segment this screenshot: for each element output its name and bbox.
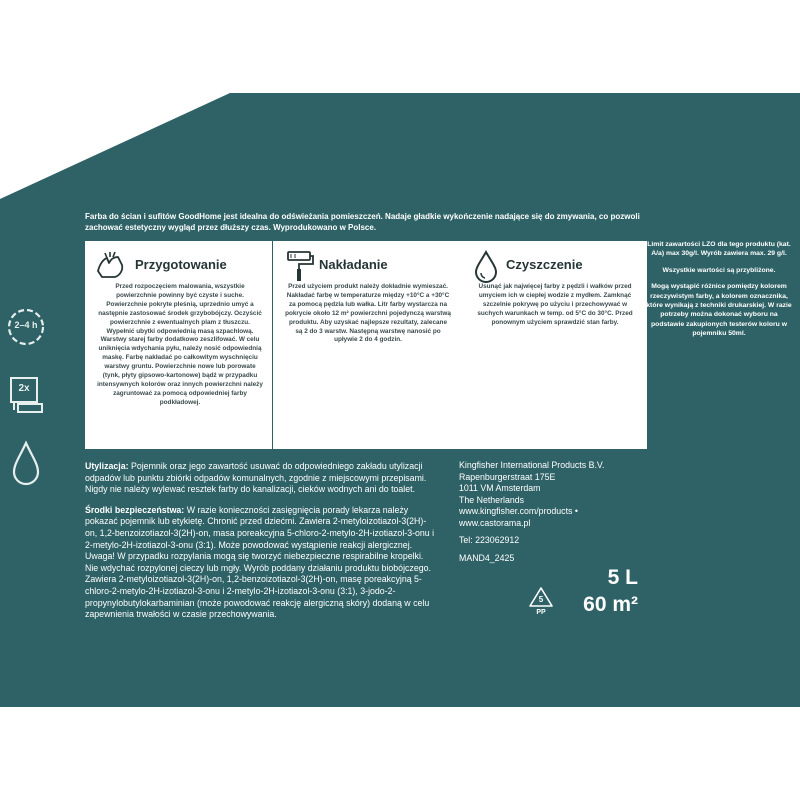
color-info: Mogą wystąpić różnice pomiędzy kolorem rzeczywistym farby, a kolorem oznacznika, które wynikają z techniki drukarskiej. W razie potrzeby można dokonać wyboru na podstawie zakupionych testerów koloru w pojemniku 50ml. xyxy=(646,283,792,338)
company-info xyxy=(459,460,639,564)
card-text: Przed użyciem produkt należy dokładnie wymieszać. Nakładać farbę w temperaturze między +10°C a +30°C za pomocą pędzla lub wałka. Litr farby wystarcza na pokrycie około 12 m² powierzchni pojedynczą warstwą produktu. Aby uzyskać najlepsze rezultaty, zalecane są 2 do 3 warstw. Następną warstwę nanosić po upływie 2 do 4 godzin. xyxy=(285,283,451,344)
intro-text: Farba do ścian i sufitów GoodHome jest idealna do odświeżania pomieszczeń. Nadaje gładkie wykończenie nadające się do zmywania, co pozwoli zachować estetyczny wygląd przez dłuższy czas. Wyprodukowano w Polsce. xyxy=(85,212,640,232)
coats-icon xyxy=(8,375,46,415)
hand-cloth-icon xyxy=(94,249,128,283)
company-web2: www.castorama.pl xyxy=(459,517,531,528)
right-info xyxy=(644,240,794,346)
card-title: Nakładanie xyxy=(319,257,388,272)
card-application xyxy=(273,241,460,449)
drying-time-label: 2–4 h xyxy=(14,320,38,330)
drop-icon xyxy=(11,440,41,488)
paint-roller-icon xyxy=(282,249,316,283)
safety-paragraph: Środki bezpieczeństwa: W razie konieczności zasięgnięcia porady lekarza należy pokazać pojemnik lub etykietę. Chronić przed dziećmi. Zawiera 2-metyloizotiazol-3(2H)-on, 1,2-benzoizotiazol-3(2H)-on, masa poreakcyjna 5-chloro-2-metylo-2H-izotiazol-3-onu i 2-metylo-2H-izotiazol-3-onu (3:1). Może powodować wystąpienie reakcji alergicznej. Uwaga! W przypadku rozpylania mogą się tworzyć niebezpieczne respirabilne kropelki. Nie wdychać rozpylonej cieczy lub mgły. Wyrób poddany działaniu produktu biobójczego. Zawiera 2-metyloizotiazol-3(2H)-on, 1,2-benzoizotiazol-3(2H)-on, masę poreakcyjną 5-chloro-2-metylo-2H-izotiazol-3-onu i 2-metylo-2H-izotiazol-3-onu (3:1), 3-jodo-2-propynylobutylokarbaminian (może powodować reakcję alergiczną skóry) dodaną w celu zapewnienia trwałości w czasie przechowywania. xyxy=(85,504,435,620)
company-city: 1011 VM Amsterdam xyxy=(459,483,541,493)
approx-info: Wszystkie wartości są przybliżone. xyxy=(662,266,776,274)
card-title: Przygotowanie xyxy=(135,257,227,272)
paint-label xyxy=(0,93,800,707)
product-code: MAND4_2425 xyxy=(459,552,515,563)
lower-left-text xyxy=(85,461,437,630)
company-tel: Tel: 223062912 xyxy=(459,535,520,545)
label-corner-cutout xyxy=(0,93,230,199)
company-web: www.kingfisher.com/products • xyxy=(459,506,578,516)
card-title: Czyszczenie xyxy=(506,257,583,272)
company-name: Kingfisher International Products B.V. xyxy=(459,460,605,470)
recycle-icon xyxy=(528,586,554,620)
card-text: Usunąć jak najwięcej farby z pędzli i wałków przed umyciem ich w ciepłej wodzie z mydłem. Zamknąć szczelnie pokrywę po użyciu i przechowywać w suchych warunkach w temp. od 5°C do 30°C. Przed ponownym użyciem sprawdzić stan farby. xyxy=(477,283,633,326)
water-drop-icon xyxy=(469,249,503,283)
card-text: Przed rozpoczęciem malowania, wszystkie powierzchnie powinny być czyste i suche. Powierzchnie pokryte pleśnią, uprzednio umyć a następnie zastosować środek grzybobójczy. Oczyścić powierzchnie z ewentualnych plam z tłuszczu. Wypełnić ubytki odpowiednią masą szpachlową. Warstwy starej farby dodatkowo zeszlifować. W celu uniknięcia wdychania pyłu, należy nosić odpowiednią maskę. Farbę nakładać po całkowitym wyschnięciu warstwy gruntu. Powierzchnie nowe lub porowate (tynk, płyty gipsowo-kartonowe) bądź w przypadku intensywnych kolorów oraz innych powierzchni należy zagruntować za pomocą odpowiedniej farby podkładowej. xyxy=(97,283,263,406)
volume: 5 L xyxy=(607,566,638,589)
card-cleaning xyxy=(460,241,647,449)
voc-info: Limit zawartości LZO dla tego produktu (kat. A/a) max 30g/l. Wyrób zawiera max. 29 g/l. xyxy=(647,241,791,258)
company-country: The Netherlands xyxy=(459,494,525,505)
drying-time-icon xyxy=(4,305,48,349)
coverage: 60 m² xyxy=(583,593,638,616)
card-preparation xyxy=(85,241,272,449)
recycle-number: 5 xyxy=(538,595,544,604)
company-street: Rapenburgerstraat 175E xyxy=(459,471,556,482)
recycle-material: PP xyxy=(536,609,546,616)
disposal-paragraph: Utylizacja: Pojemnik oraz jego zawartość usuwać do odpowiedniego zakładu utylizacji odpadów lub punktu zbiórki odpadów komunalnych, zgodnie z miejscowymi przepisami. Nigdy nie należy wylewać resztek farby do kanalizacji, cieków wodnych ani do toalet. xyxy=(85,461,427,495)
coats-label: 2x xyxy=(18,383,30,394)
